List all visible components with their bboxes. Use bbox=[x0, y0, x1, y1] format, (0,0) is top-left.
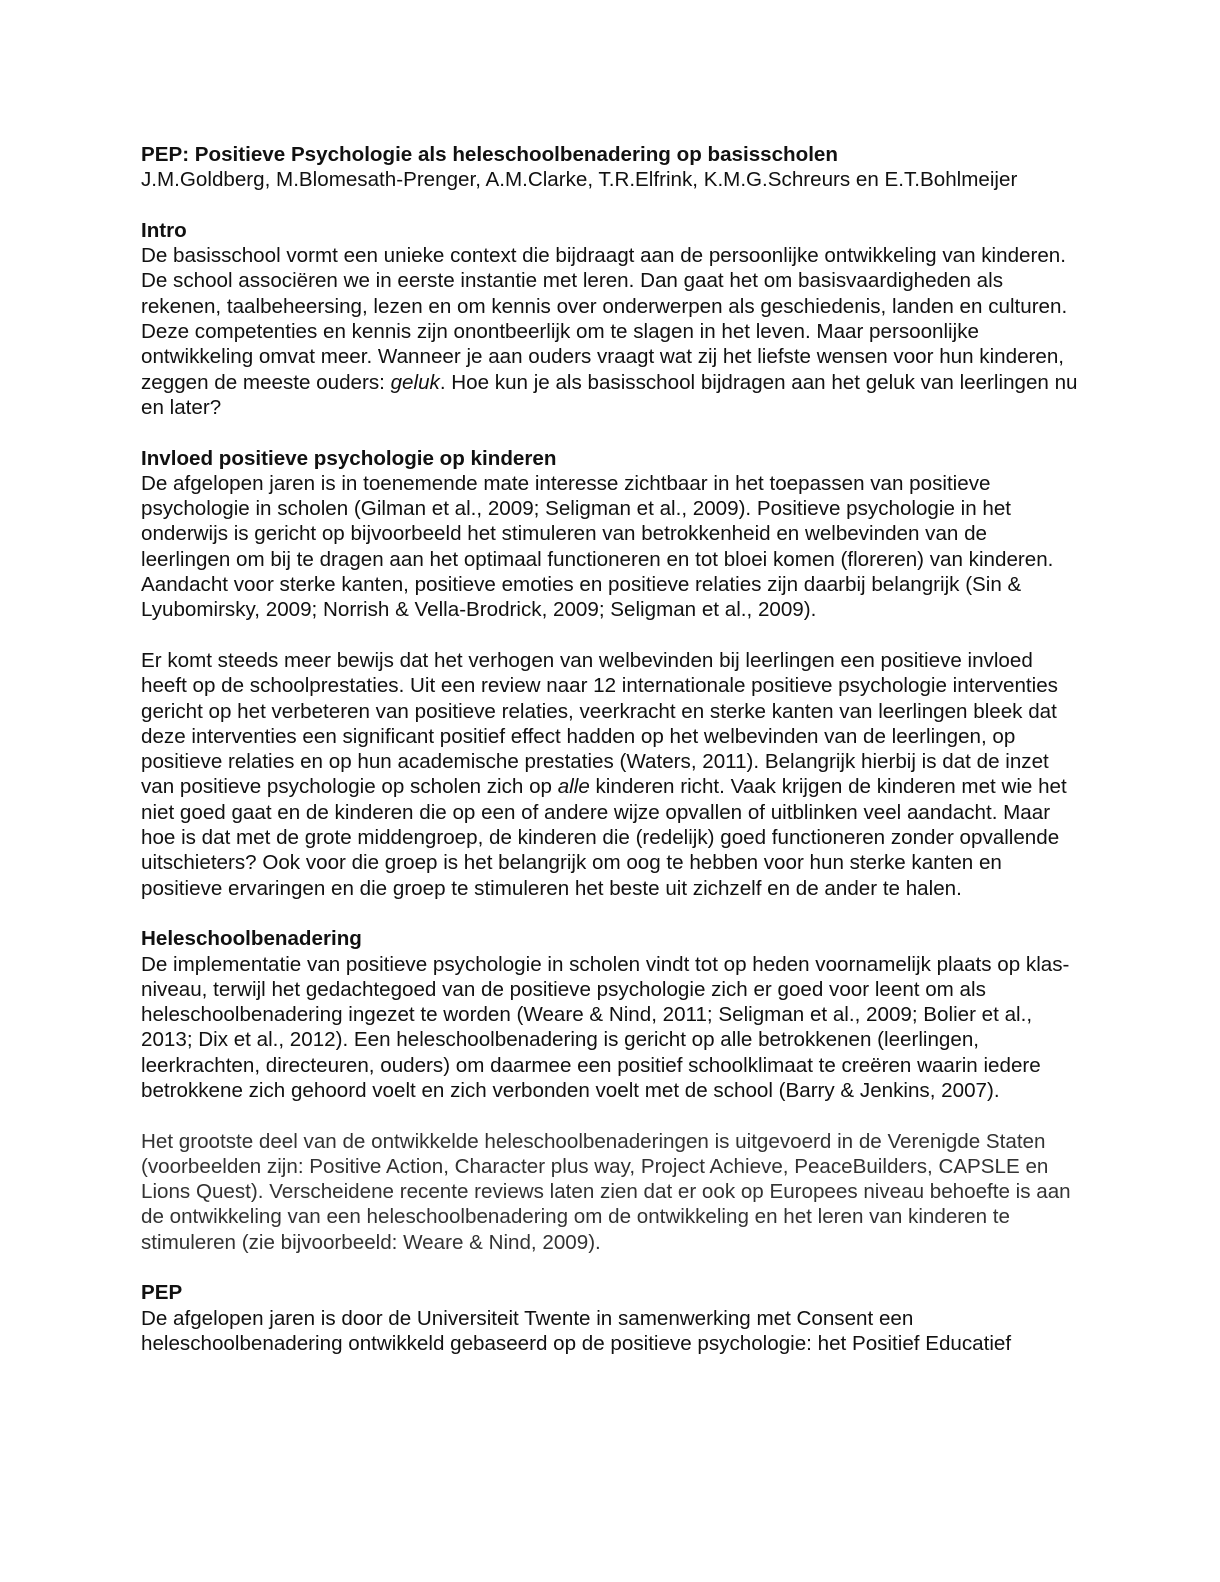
spacer bbox=[141, 193, 1081, 218]
invloed-text-after: kinderen richt. Vaak krijgen de kinderen met wie het niet goed gaat en de kinderen die op een of andere wijze opvallen of uitblinken veel aandacht. Maar hoe is dat met de grote middengroep, de kinderen die (redelijk) goed functioneren zonder opvallende uitschieters? Ook voor die groep is het belangrijk om oog te hebben voor hun sterke kanten en positieve ervaringen en die groep te stimuleren het beste uit zichzelf en de ander te halen. bbox=[141, 775, 1067, 900]
pep-paragraph-1: De afgelopen jaren is door de Universiteit Twente in samenwerking met Consent een heleschoolbenadering ontwikkeld gebaseerd op de positieve psychologie: het Positief Educatief bbox=[141, 1306, 1012, 1355]
invloed-text-before: Er komt steeds meer bewijs dat het verhogen van welbevinden bij leerlingen een positieve invloed heeft op de schoolprestaties. Uit een review naar 12 internationale positieve psychologie interventies gericht op het verbeteren van positieve relaties, veerkracht en sterke kanten van leerlingen bleek dat deze interventies een significant positief effect hadden op het welbevinden van de leerlingen, op positieve relaties en op hun academische prestaties (Waters, 2011). Belangrijk hierbij is dat de inzet van positieve psychologie op scholen zich op bbox=[141, 648, 1058, 799]
invloed-paragraph-2 bbox=[141, 648, 1081, 901]
spacer bbox=[141, 623, 1081, 648]
invloed-paragraph-1: De afgelopen jaren is in toenemende mate interesse zichtbaar in het toepassen van positieve psychologie in scholen (Gilman et al., 2009; Seligman et al., 2009). Positieve psychologie in het onderwijs is gericht op bijvoorbeeld het stimuleren van betrokkenheid en welbevinden van de leerlingen om bij te dragen aan het optimaal functioneren en tot bloei komen (floreren) van kinderen. Aandacht voor sterke kanten, positieve emoties en positieve relaties zijn daarbij belangrijk (Sin & Lyubomirsky, 2009; Norrish & Vella-Brodrick, 2009; Seligman et al., 2009). bbox=[141, 471, 1054, 622]
heleschool-paragraph-1: De implementatie van positieve psychologie in scholen vindt tot op heden voornamelijk plaats op klas-niveau, terwijl het gedachtegoed van de positieve psychologie zich er goed voor leent om als heleschoolbenadering ingezet te worden (Weare & Nind, 2011; Seligman et al., 2009; Bolier et al., 2013; Dix et al., 2012). Een heleschoolbenadering is gericht op alle betrokkenen (leerlingen, leerkrachten, directeuren, ouders) om daarmee een positief schoolklimaat te creëren waarin iedere betrokkene zich gehoord voelt en zich verbonden voelt met de school (Barry & Jenkins, 2007). bbox=[141, 952, 1070, 1102]
spacer bbox=[141, 420, 1081, 445]
section-heading-pep: PEP bbox=[141, 1281, 183, 1305]
intro-emphasis: geluk bbox=[390, 370, 440, 394]
spacer bbox=[141, 1255, 1081, 1280]
intro-text-before: De basisschool vormt een unieke context die bijdraagt aan de persoonlijke ontwikkeling van kinderen. De school associëren we in eerste instantie met leren. Dan gaat het om basisvaardigheden als rekenen, taalbeheersing, lezen en om kennis over onderwerpen als geschiedenis, landen en culturen. Deze competenties en kennis zijn onontbeerlijk om te slagen in het leven. Maar persoonlijke ontwikkeling omvat meer. Wanneer je aan ouders vraagt wat zij het liefste wensen voor hun kinderen, zeggen de meeste ouders: bbox=[141, 244, 1068, 394]
intro-text-after: . Hoe kun je als basisschool bijdragen aan het geluk van leerlingen nu en later? bbox=[141, 370, 1078, 419]
section-heading-heleschool: Heleschoolbenadering bbox=[141, 927, 362, 951]
heleschool-paragraph-2: Het grootste deel van de ontwikkelde heleschoolbenaderingen is uitgevoerd in de Verenigde Staten (voorbeelden zijn: Positive Action, Character plus way, Project Achieve, PeaceBuilders, CAPSLE en Lions Quest). Verscheidene recente reviews laten zien dat er ook op Europees niveau behoefte is aan de ontwikkeling van een heleschoolbenadering om de ontwikkeling en het leren van kinderen te stimuleren (zie bijvoorbeeld: Weare & Nind, 2009). bbox=[141, 1129, 1071, 1254]
document-title: PEP: Positieve Psychologie als heleschoolbenadering op basisscholen bbox=[141, 143, 838, 166]
document-authors: J.M.Goldberg, M.Blomesath-Prenger, A.M.Clarke, T.R.Elfrink, K.M.G.Schreurs en E.T.Bohlmeijer bbox=[141, 168, 1018, 192]
intro-paragraph bbox=[141, 243, 1081, 420]
section-heading-intro: Intro bbox=[141, 218, 187, 242]
section-heading-invloed: Invloed positieve psychologie op kinderen bbox=[141, 446, 557, 470]
document-page bbox=[141, 142, 1081, 1356]
invloed-emphasis: alle bbox=[557, 775, 590, 799]
spacer bbox=[141, 1103, 1081, 1128]
spacer bbox=[141, 901, 1081, 926]
